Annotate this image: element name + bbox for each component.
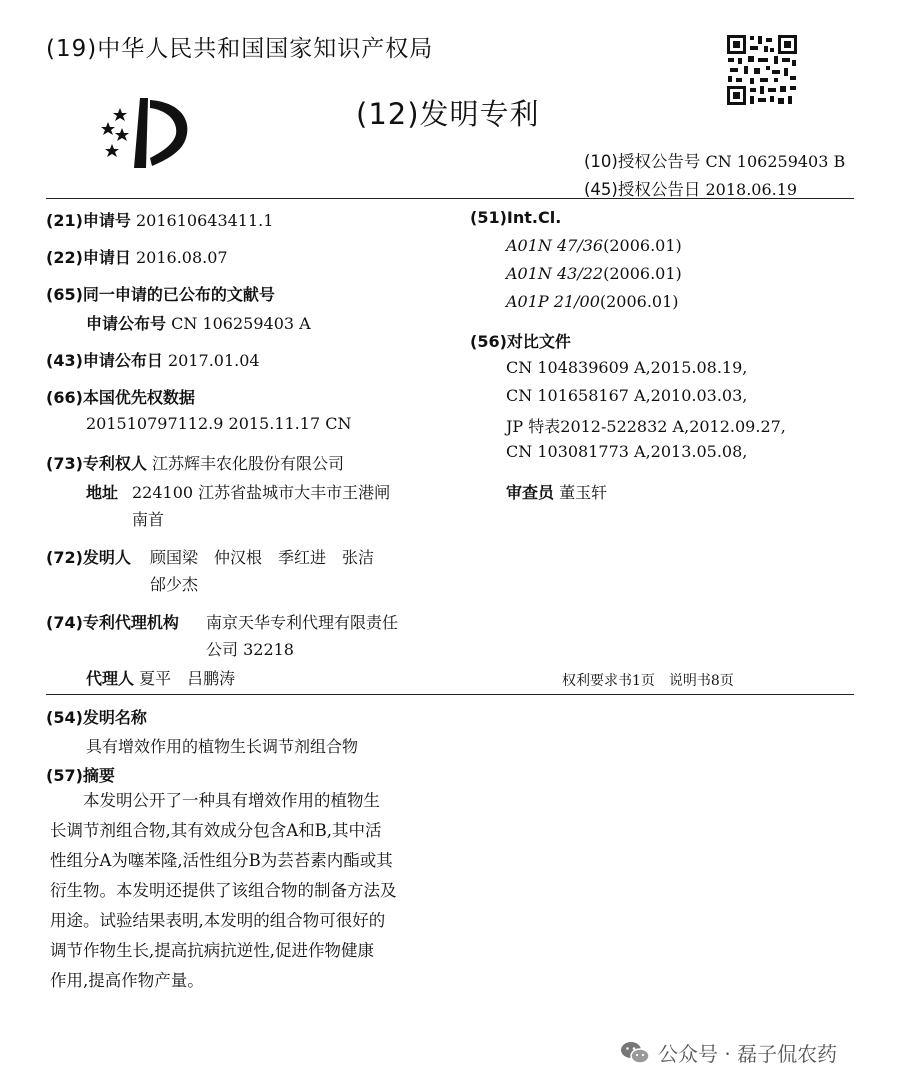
ipc-item: [506, 236, 682, 255]
agent-label: 代理人: [86, 669, 135, 688]
address-label: 地址: [86, 483, 119, 502]
ipc-item: [506, 292, 679, 311]
reference-item: JP 特表2012-522832 A,2012.09.27,: [506, 417, 786, 436]
inventors-line-2: 邰少杰: [150, 575, 199, 594]
ipc-item: [506, 264, 682, 283]
reference-item: CN 104839609 A,2015.08.19,: [506, 358, 748, 377]
application-date-value: 2016.08.07: [136, 248, 228, 267]
wechat-icon: [620, 1040, 650, 1066]
abstract-text: [50, 786, 397, 996]
ipc-version: (2006.01): [599, 292, 679, 311]
application-number-label: (21)申请号: [46, 211, 131, 230]
grant-date-label: (45)授权公告日: [584, 180, 701, 199]
document-type-title: (12)发明专利: [356, 97, 540, 131]
abstract-line: 作用,提高作物产量。: [50, 971, 204, 990]
agent-value: 夏平 吕鹏涛: [139, 669, 236, 688]
abstract-line: 长调节剂组合物,其有效成分包含A和B,其中活: [50, 821, 382, 840]
publication-date-value: 2017.01.04: [168, 351, 260, 370]
patentee-label: (73)专利权人: [46, 454, 147, 473]
cnipa-emblem-icon: [96, 94, 196, 170]
inventors-line-1: 顾国梁 仲汉根 季红进 张洁: [150, 548, 375, 567]
publication-date-label: (43)申请公布日: [46, 351, 163, 370]
middle-divider: [46, 694, 854, 695]
watermark: [620, 1038, 837, 1067]
application-number-value: 201610643411.1: [136, 211, 274, 230]
publication-number-value: CN 106259403 A: [171, 314, 311, 333]
abstract-line: 用途。试验结果表明,本发明的组合物可很好的: [50, 911, 386, 930]
office-name: (19)中华人民共和国国家知识产权局: [46, 36, 434, 62]
publication-number-row: [86, 311, 311, 334]
patentee-row: [46, 451, 344, 474]
agency-line-2: 公司 32218: [206, 640, 294, 659]
qr-code-icon: [726, 34, 798, 106]
priority-label: (66)本国优先权数据: [46, 388, 195, 407]
grant-number-row: [584, 148, 845, 172]
reference-item: CN 103081773 A,2013.05.08,: [506, 442, 748, 461]
agency-line-1: 南京天华专利代理有限责任: [206, 613, 399, 632]
references-label: (56)对比文件: [470, 332, 571, 351]
ipc-label: (51)Int.Cl.: [470, 208, 562, 227]
examiner-row: [506, 480, 607, 503]
invention-name-label: (54)发明名称: [46, 708, 147, 727]
agent-row: [86, 666, 235, 689]
application-number-row: [46, 208, 273, 231]
grant-date-value: 2018.06.19: [705, 180, 798, 199]
grant-number-label: (10)授权公告号: [584, 152, 701, 171]
abstract-line: 性组分A为噻苯隆,活性组分B为芸苔素内酯或其: [50, 851, 393, 870]
inventors-label: (72)发明人: [46, 548, 131, 567]
watermark-text: 公众号 · 磊子侃农药: [658, 1042, 838, 1066]
pages-info: 权利要求书1页 说明书8页: [562, 673, 734, 689]
abstract-line: 衍生物。本发明还提供了该组合物的制备方法及: [50, 881, 397, 900]
application-date-label: (22)申请日: [46, 248, 131, 267]
ipc-code: A01N 43/22: [506, 264, 604, 283]
patentee-value: 江苏辉丰农化股份有限公司: [152, 454, 345, 473]
ipc-code: A01P 21/00: [506, 292, 600, 311]
grant-date-row: [584, 176, 797, 200]
ipc-version: (2006.01): [603, 264, 682, 283]
address-line-1: 224100 江苏省盐城市大丰市王港闸: [132, 483, 391, 502]
ipc-version: (2006.01): [603, 236, 682, 255]
abstract-line: 调节作物生长,提高抗病抗逆性,促进作物健康: [50, 941, 374, 960]
invention-name: 具有增效作用的植物生长调节剂组合物: [86, 737, 359, 756]
top-divider: [46, 198, 854, 199]
examiner-value: 董玉轩: [559, 483, 608, 502]
publication-number-label: 申请公布号: [86, 314, 167, 333]
address-line-2: 南首: [132, 510, 165, 529]
reference-item: CN 101658167 A,2010.03.03,: [506, 386, 748, 405]
application-date-row: [46, 245, 228, 268]
grant-number-value: CN 106259403 B: [705, 152, 846, 171]
examiner-label: 审查员: [506, 483, 555, 502]
abstract-label: (57)摘要: [46, 766, 115, 785]
ipc-code: A01N 47/36: [506, 236, 604, 255]
publication-date-row: [46, 348, 260, 371]
priority-value: 201510797112.9 2015.11.17 CN: [86, 414, 352, 433]
prior-publication-label: (65)同一申请的已公布的文献号: [46, 285, 275, 304]
abstract-line: 本发明公开了一种具有增效作用的植物生: [50, 791, 380, 810]
agency-label: (74)专利代理机构: [46, 613, 179, 632]
